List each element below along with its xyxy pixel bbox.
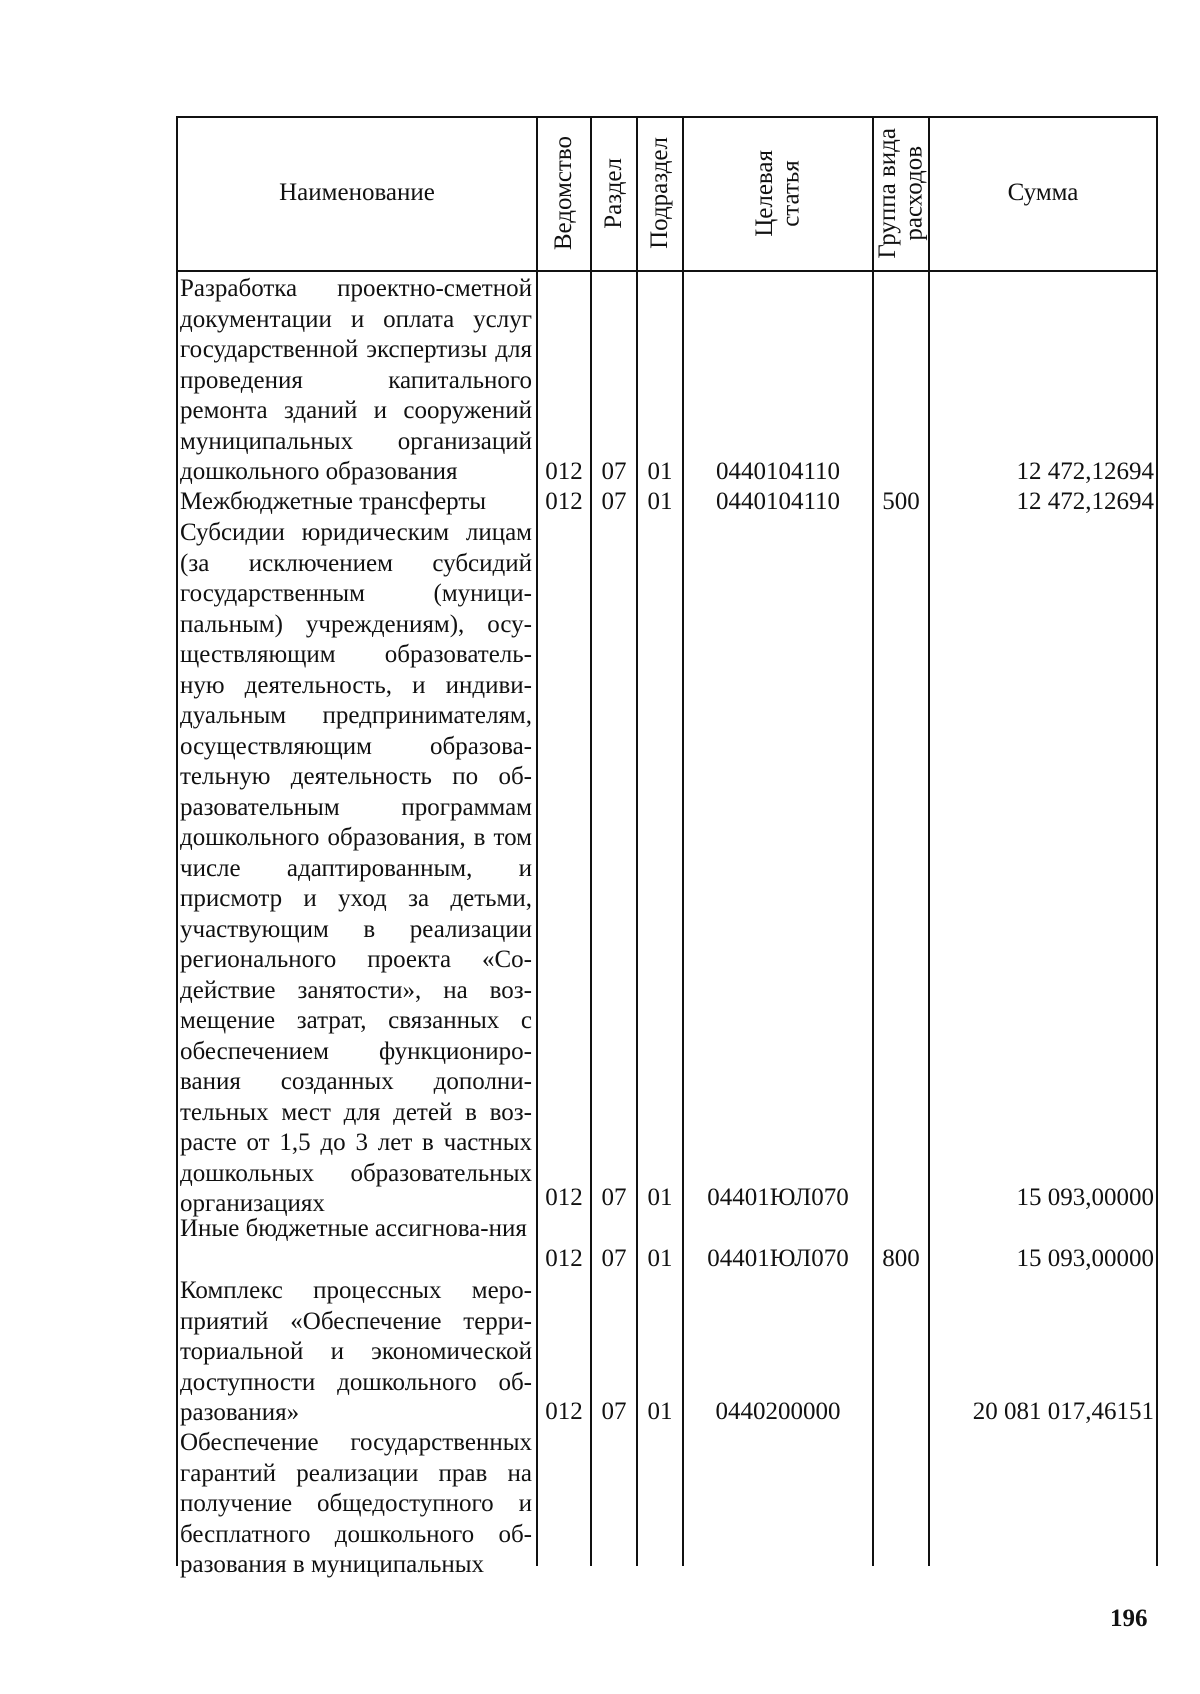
row-podrazdel: 01 <box>647 1184 673 1211</box>
row-summa: 15 093,00000 <box>1016 1184 1154 1211</box>
row-podrazdel: 01 <box>647 488 673 515</box>
row-celevaya: 0440200000 <box>715 1398 841 1425</box>
row-summa: 20 081 017,46151 <box>972 1398 1154 1425</box>
row-gruppa: 800 <box>882 1245 920 1272</box>
header-vedomstvo <box>538 116 590 270</box>
row-vedomstvo: 012 <box>545 1245 583 1272</box>
row-celevaya: 04401ЮЛ070 <box>707 1245 849 1272</box>
row-name: Иные бюджетные ассигнова-ния <box>180 1215 527 1242</box>
header-celevaya-statya-label <box>752 150 805 237</box>
row-celevaya: 0440104110 <box>715 458 841 485</box>
page-number: 196 <box>1110 1605 1148 1632</box>
header-razdel <box>592 116 636 270</box>
row-razdel: 07 <box>601 1398 627 1425</box>
row-vedomstvo: 012 <box>545 488 583 515</box>
row-podrazdel: 01 <box>647 1398 673 1425</box>
row-razdel: 07 <box>601 1184 627 1211</box>
row-razdel: 07 <box>601 458 627 485</box>
header-vedomstvo-label: Ведомство <box>549 135 577 251</box>
row-razdel: 07 <box>601 1245 627 1272</box>
header-name <box>178 116 536 270</box>
header-gruppa-vida <box>874 116 928 270</box>
header-celevaya-line2: статья <box>777 159 804 227</box>
header-name-label: Наименование <box>279 179 435 206</box>
header-gruppa-line2: расходов <box>900 145 927 241</box>
row-celevaya: 04401ЮЛ070 <box>707 1184 849 1211</box>
row-name: Субсидии юридическим лицам (за исключением субсидий государственным (муници-пальным) учреждениям), осу-ществляющим образователь-ную деятельность, и индиви-дуальным предпринимателям, осуществляющим образова-тельную деятельность по об-разовательным программам дошкольного образования, в том числе адаптированным, и присмотр и уход за детьми, участвующим в реализации регионального проекта «Со-действие занятости», на воз-мещение затрат, связанных с обеспечением функциониро-вания созданных дополни-тельных мест для детей в воз-расте от 1,5 до 3 лет в частных дошкольных образовательных организациях <box>180 519 532 1217</box>
header-summa <box>930 116 1156 270</box>
header-celevaya-line1: Целевая <box>750 149 778 237</box>
row-summa: 12 472,12694 <box>1016 458 1154 485</box>
row-vedomstvo: 012 <box>545 1184 583 1211</box>
row-podrazdel: 01 <box>647 1245 673 1272</box>
row-summa: 12 472,12694 <box>1016 488 1154 515</box>
row-vedomstvo: 012 <box>545 458 583 485</box>
header-gruppa-vida-label <box>875 128 928 259</box>
header-summa-label: Сумма <box>1007 179 1079 206</box>
row-name: Разработка проектно-сметной документации и оплата услуг государственной экспертизы для проведения капитального ремонта зданий и сооружений муниципальных организаций дошкольного образования <box>180 275 532 485</box>
row-celevaya: 0440104110 <box>715 488 841 515</box>
header-podrazdel <box>638 116 682 270</box>
row-vedomstvo: 012 <box>545 1398 583 1425</box>
row-name: Межбюджетные трансферты <box>180 488 487 515</box>
row-name: Комплекс процессных меро-приятий «Обеспечение терри-ториальной и экономической доступности дошкольного об-разования» <box>180 1277 532 1426</box>
row-podrazdel: 01 <box>647 458 673 485</box>
header-podrazdel-label: Подраздел <box>645 137 673 249</box>
row-gruppa: 500 <box>882 488 920 515</box>
header-razdel-label: Раздел <box>599 157 627 229</box>
row-razdel: 07 <box>601 488 627 515</box>
row-summa: 15 093,00000 <box>1016 1245 1154 1272</box>
row-name: Обеспечение государственных гарантий реализации прав на получение общедоступного и бесплатного дошкольного об-разования в муниципальных <box>180 1429 532 1578</box>
header-gruppa-line1: Группа вида <box>873 127 901 259</box>
header-celevaya-statya <box>684 116 872 270</box>
